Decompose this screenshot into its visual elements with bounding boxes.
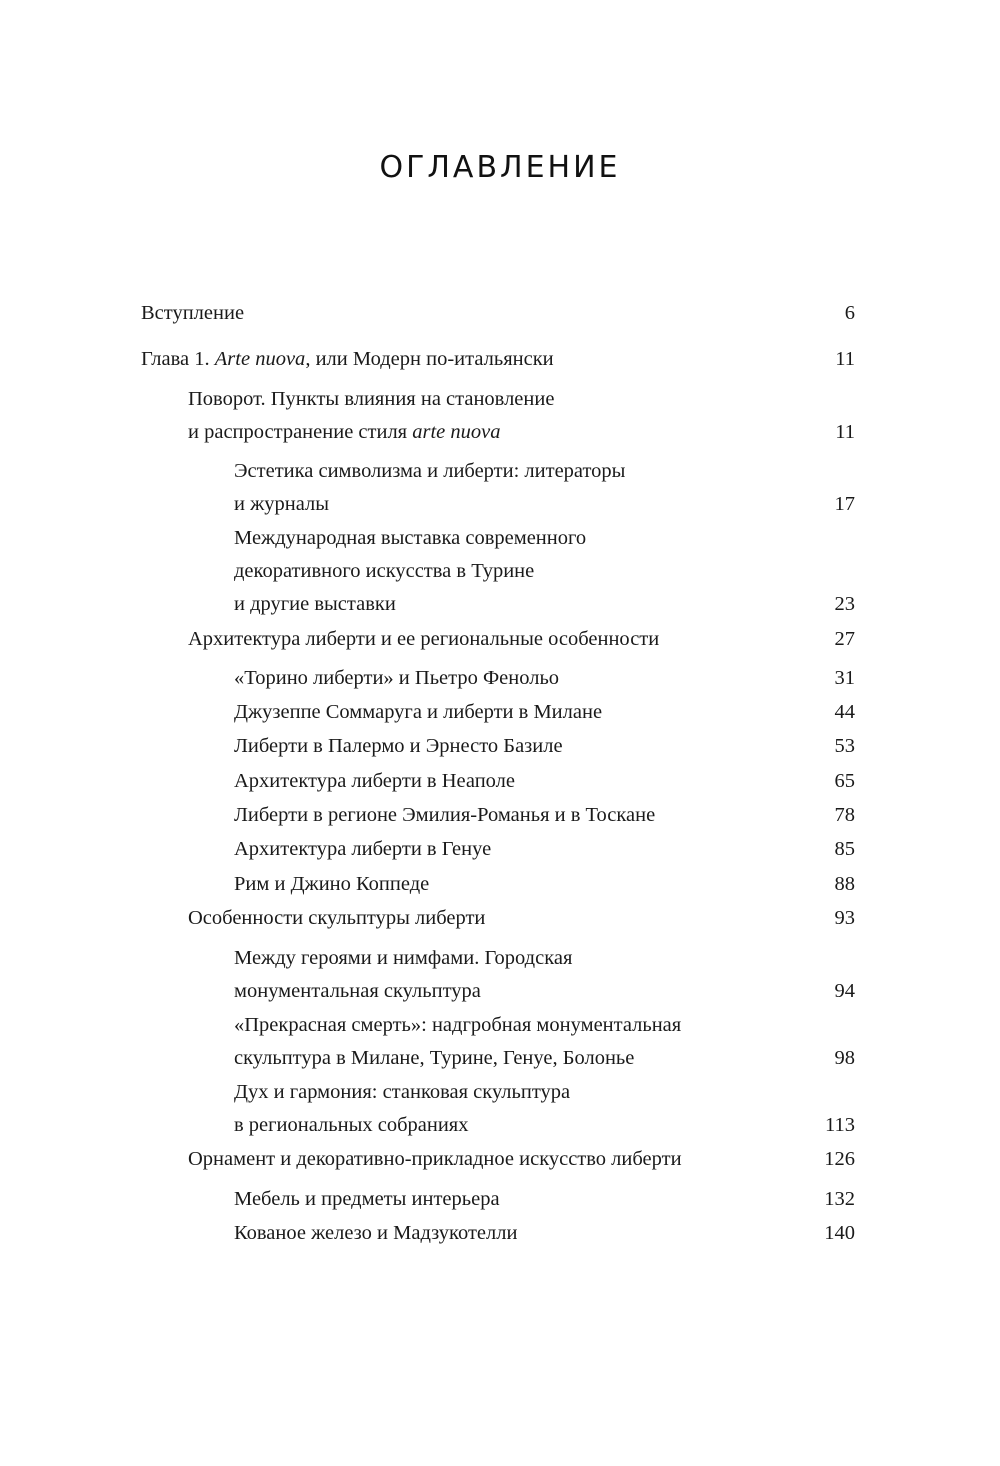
toc-entry-title: Между героями и нимфами. Городская (234, 947, 573, 969)
toc-entry (234, 1009, 681, 1075)
toc-page-number: 93 (834, 907, 855, 929)
toc-entry (234, 662, 559, 695)
toc-entry-title: и журналы (234, 493, 330, 515)
toc-entry-title: Джузеппе Соммаруга и либерти в Милане (234, 701, 603, 723)
toc-entry-title: Дух и гармония: станковая скульптура (234, 1081, 571, 1103)
toc-entry (234, 765, 515, 798)
toc-entry-title: Вступление (141, 302, 245, 324)
toc-entry (234, 868, 429, 901)
toc-entry-title-suffix: , или Модерн по-итальянски (305, 348, 554, 370)
toc-page-number: 53 (834, 735, 855, 757)
toc-entry-title: Либерти в регионе Эмилия-Романья и в Тоскане (234, 804, 656, 826)
toc-page-number: 23 (834, 593, 855, 615)
toc-page-number: 11 (835, 348, 855, 370)
toc-page-number: 31 (834, 667, 855, 689)
toc-entry (234, 942, 572, 1008)
toc-page-number: 65 (834, 770, 855, 792)
toc-entry (188, 902, 485, 935)
toc-page-number: 78 (834, 804, 855, 826)
toc-entry-title: Архитектура либерти и ее региональные особенности (188, 628, 660, 650)
toc-entry (234, 1076, 570, 1142)
toc-entry-title: скульптура в Милане, Турине, Генуе, Болонье (234, 1047, 635, 1069)
toc-entry-title: Архитектура либерти в Генуе (234, 838, 492, 860)
toc-entry-title: Особенности скульптуры либерти (188, 907, 486, 929)
toc-entry (234, 1183, 500, 1216)
toc-entry-title: Архитектура либерти в Неаполе (234, 770, 515, 792)
toc-entry (234, 799, 655, 832)
toc-entry (234, 1217, 517, 1250)
toc-page-number: 140 (824, 1222, 855, 1244)
toc-entry (234, 730, 563, 763)
toc-entry-title: «Торино либерти» и Пьетро Фенольо (234, 667, 560, 689)
toc-entry (234, 455, 625, 521)
toc-entry-title: декоративного искусства в Турине (234, 560, 535, 582)
toc-page-number: 94 (834, 980, 855, 1002)
toc-page-number: 98 (834, 1047, 855, 1069)
toc-page-number: 44 (834, 701, 855, 723)
page-title: ОГЛАВЛЕНИЕ (379, 150, 621, 185)
toc-entry-title (141, 343, 554, 376)
toc-entry-title: Орнамент и декоративно-прикладное искусство либерти (188, 1148, 682, 1170)
toc-entry (188, 623, 659, 656)
toc-entry (234, 696, 602, 729)
toc-entry-title-italic: Arte nuova (214, 348, 306, 370)
toc-page-number: 126 (824, 1148, 855, 1170)
toc-entry-title: Международная выставка современного (234, 527, 587, 549)
toc-page-number: 132 (824, 1188, 855, 1210)
toc-entry-title-italic: arte nuova (412, 421, 501, 443)
toc-page-number: 88 (834, 873, 855, 895)
toc-page-number: 17 (834, 493, 855, 515)
toc-entry-title (188, 416, 554, 449)
toc-entry-title: в региональных собраниях (234, 1114, 469, 1136)
toc-entry-title-prefix: Глава 1. (141, 348, 215, 370)
toc-entry (188, 383, 554, 449)
toc-page-number: 11 (835, 421, 855, 443)
toc-entry-title: Кованое железо и Мадзукотелли (234, 1222, 518, 1244)
toc-page-number: 27 (834, 628, 855, 650)
toc-entry-title: Мебель и предметы интерьера (234, 1188, 500, 1210)
toc-entry-title: «Прекрасная смерть»: надгробная монументальная (234, 1014, 682, 1036)
toc-entry (141, 297, 244, 330)
toc-entry-title-prefix: и распространение стиля (188, 421, 413, 443)
toc-entry-title: и другие выставки (234, 593, 396, 615)
toc-entry-title: Рим и Джино Коппеде (234, 873, 430, 895)
toc-entry (188, 1143, 682, 1176)
toc-entry-title: монументальная скульптура (234, 980, 481, 1002)
toc-entry-title: Поворот. Пункты влияния на становление (188, 388, 555, 410)
toc-page-number: 113 (825, 1114, 855, 1136)
toc-entry (234, 522, 586, 621)
toc-entry-title: Либерти в Палермо и Эрнесто Базиле (234, 735, 563, 757)
toc-entry (234, 833, 491, 866)
toc-entry (141, 343, 554, 376)
toc-page-number: 6 (844, 302, 855, 324)
toc-entry-title: Эстетика символизма и либерти: литераторы (234, 460, 626, 482)
toc-page-number: 85 (834, 838, 855, 860)
